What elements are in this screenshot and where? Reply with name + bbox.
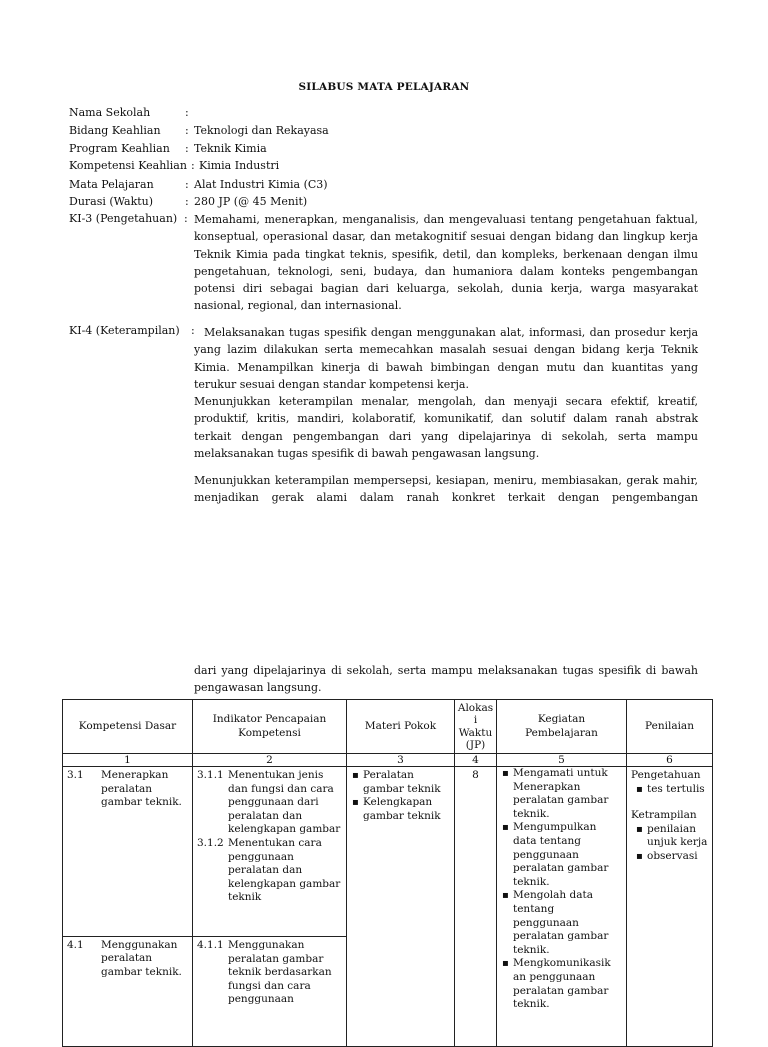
indikator-text: Menentukan jenis dan fungsi dan cara penggunaan dari peralatan dan kelengkapan gambar	[228, 769, 341, 836]
indikator-cell-3-1	[193, 767, 347, 937]
meta-label-durasi: Durasi (Waktu)	[69, 195, 154, 208]
column-number: 5	[497, 754, 627, 767]
header-alokasi-line: (JP)	[465, 739, 486, 751]
header-indikator: Indikator Pencapaian Kompetensi	[193, 700, 347, 754]
meta-value-bidang: Teknologi dan Rekayasa	[194, 124, 329, 137]
kegiatan-item: ▪ Mengamati untuk Menerapkan peralatan gambar teknik.	[501, 767, 622, 821]
kd-number: 4.1	[67, 939, 84, 951]
ki4-colon: :	[191, 324, 195, 337]
alokasi-cell: 8	[455, 767, 497, 1047]
meta-label-program: Program Keahlian	[69, 142, 170, 155]
indikator-text: Menggunakan peralatan gambar teknik berdasarkan fungsi dan cara penggunaan	[228, 939, 332, 1006]
meta-label-kompetensi: Kompetensi Keahlian	[69, 159, 187, 172]
materi-item: ▪ Peralatan gambar teknik	[351, 769, 450, 796]
indikator-number: 3.1.1	[197, 769, 224, 781]
ki4-paragraph-3-continued: dari yang dipelajarinya di sekolah, serta mampu melaksanakan tugas spesifik di bawah pengawasan langsung.	[194, 664, 698, 695]
ki3-text: Memahami, menerapkan, menganalisis, dan mengevaluasi tentang pengetahuan faktual, konseptual, operasional dasar, dan metakognitif sesuai dengan bidang dan lingkup kerja Teknik Kimia pada tingkat teknis, spesifik, detil, dan kompleks, berkenaan dengan ilmu pengetahuan, teknologi, seni, budaya, dan humaniora dalam konteks pengembangan potensi diri sebagai bagian dari keluarga, sekolah, dunia kerja, warga masyarakat nasional, regional, dan internasional.	[194, 213, 698, 313]
ki3-colon: :	[184, 212, 188, 225]
header-alokasi-line: i	[473, 714, 478, 726]
indikator-number: 4.1.1	[197, 939, 224, 951]
kd-cell-3-1	[63, 767, 193, 937]
kegiatan-item: ▪ Mengolah data tentang penggunaan peralatan gambar teknik.	[501, 889, 622, 957]
header-alokasi-line: Waktu	[458, 726, 493, 739]
meta-value-program: Teknik Kimia	[194, 142, 267, 155]
meta-value-kompetensi: Kimia Industri	[199, 159, 280, 172]
ki4-label: KI-4 (Keterampilan)	[69, 324, 180, 337]
penilaian-item: ▪ tes tertulis	[635, 783, 708, 797]
meta-label-bidang: Bidang Keahlian	[69, 124, 161, 137]
column-number: 1	[63, 754, 193, 767]
meta-value-mapel: Alat Industri Kimia (C3)	[194, 178, 328, 191]
materi-item: ▪ Kelengkapan gambar teknik	[351, 796, 450, 823]
syllabus-table	[62, 699, 713, 1047]
header-alokasi-waktu	[455, 700, 497, 754]
penilaian-keterampilan-label: Ketrampilan	[631, 809, 697, 822]
penilaian-item: ▪ observasi	[635, 850, 708, 864]
meta-label-mapel: Mata Pelajaran	[69, 178, 154, 191]
indikator-number: 3.1.2	[197, 836, 224, 849]
indikator-cell-4-1	[193, 937, 347, 1047]
penilaian-cell	[627, 767, 713, 1047]
ki3-label: KI-3 (Pengetahuan)	[69, 212, 178, 225]
meta-colon: :	[185, 142, 189, 155]
kd-text: Menerapkan peralatan gambar teknik.	[101, 769, 182, 809]
meta-colon: :	[185, 124, 189, 137]
column-number: 2	[193, 754, 347, 767]
kd-number: 3.1	[67, 769, 84, 781]
column-number: 4	[455, 754, 497, 767]
meta-colon: :	[185, 178, 189, 191]
meta-colon: :	[185, 106, 189, 119]
materi-pokok-cell	[347, 767, 455, 1047]
kd-text: Menggunakan peralatan gambar teknik.	[101, 938, 182, 978]
penilaian-pengetahuan-label: Pengetahuan	[631, 769, 701, 781]
kegiatan-item: ▪ Mengkomunikasik an penggunaan peralatan gambar teknik.	[501, 957, 622, 1011]
column-number: 3	[347, 754, 455, 767]
ki4-paragraph-1: Melaksanakan tugas spesifik dengan menggunakan alat, informasi, dan prosedur kerja yang lazim dilakukan serta memecahkan masalah sesuai dengan bidang kerja Teknik Kimia. Menampilkan kinerja di bawah bimbingan dengan mutu dan kuantitas yang terukur sesuai dengan standar kompetensi kerja.	[194, 326, 698, 391]
header-penilaian: Penilaian	[627, 700, 713, 754]
meta-label-nama-sekolah: Nama Sekolah	[69, 106, 151, 119]
kegiatan-cell	[497, 767, 627, 1047]
document-title: SILABUS MATA PELAJARAN	[298, 81, 470, 93]
table-header-row	[63, 700, 713, 754]
table-number-row	[63, 754, 713, 767]
column-number: 6	[627, 754, 713, 767]
ki4-paragraph-2: Menunjukkan keterampilan menalar, mengolah, dan menyaji secara efektif, kreatif, produktif, kritis, mandiri, kolaboratif, komunikatif, dan solutif dalam ranah abstrak terkait dengan pengembangan dari yang dipelajarinya di sekolah, serta mampu melaksanakan tugas spesifik di bawah pengawasan langsung.	[194, 395, 698, 460]
penilaian-item: ▪ penilaian unjuk kerja	[635, 823, 708, 850]
indikator-text: Menentukan cara penggunaan peralatan dan kelengkapan gambar teknik	[228, 836, 341, 904]
header-alokasi-line: Alokas	[457, 701, 494, 714]
header-kompetensi-dasar: Kompetensi Dasar	[63, 700, 193, 754]
table-row-kd-3-1	[63, 767, 713, 937]
meta-colon: :	[185, 195, 189, 208]
meta-value-durasi: 280 JP (@ 45 Menit)	[194, 195, 308, 208]
kegiatan-item: ▪ Mengumpulkan data tentang penggunaan peralatan gambar teknik.	[501, 821, 622, 889]
header-kegiatan: Kegiatan Pembelajaran	[497, 700, 627, 754]
ki4-paragraph-3: Menunjukkan keterampilan mempersepsi, kesiapan, meniru, membiasakan, gerak mahir, menjadikan gerak alami dalam ranah konkret terkait dengan pengembangan	[194, 474, 698, 505]
meta-colon: :	[191, 159, 195, 172]
header-materi-pokok: Materi Pokok	[347, 700, 455, 754]
kd-cell-4-1	[63, 937, 193, 1047]
